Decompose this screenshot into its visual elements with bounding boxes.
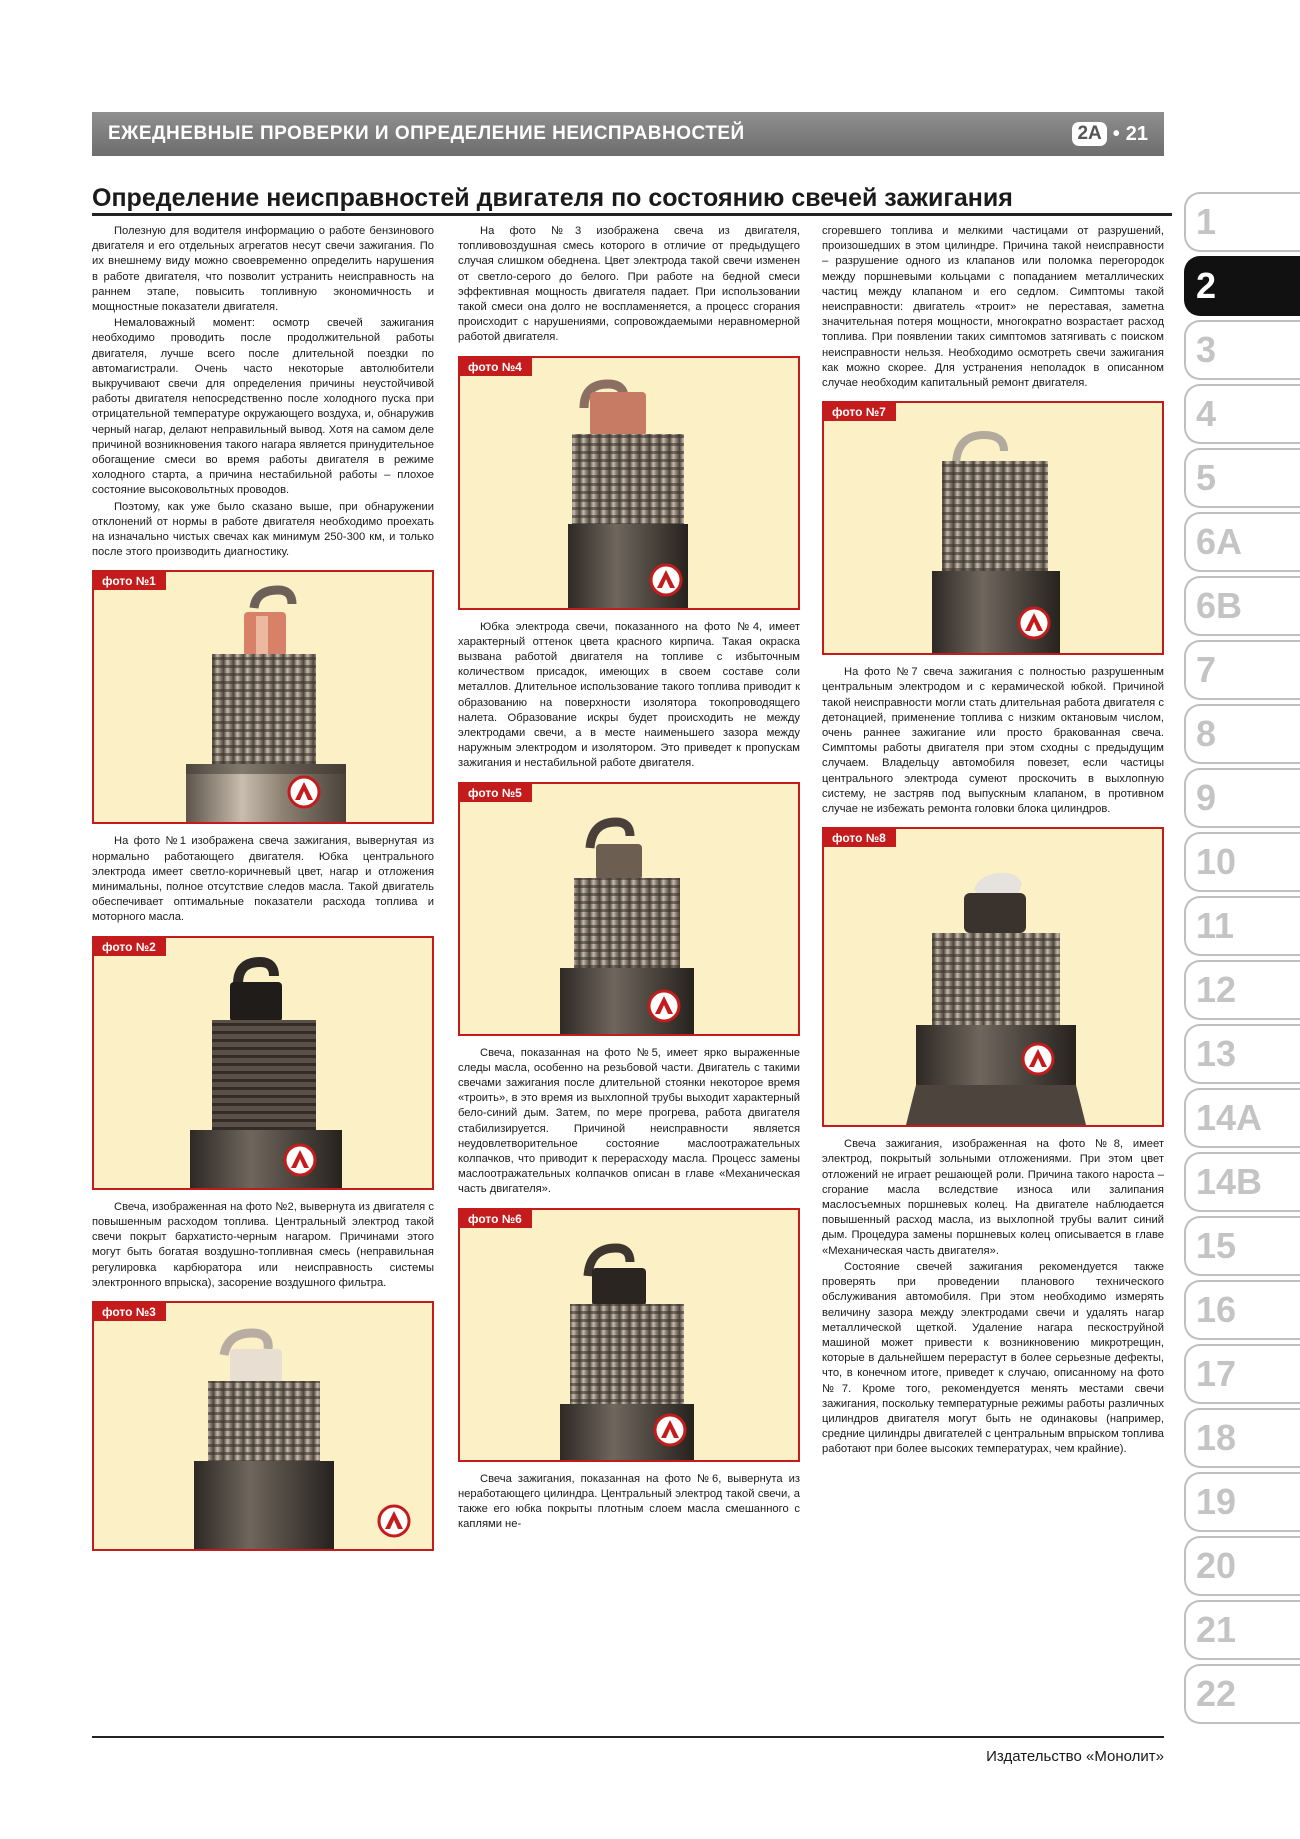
chapter-tab-7[interactable]: 7 [1184,640,1300,700]
publisher-logo-icon [1023,1044,1053,1074]
paragraph: Юбка электрода свечи, показанного на фото №4, имеет характерный оттенок цвета красного кирпича. Такая окраска вызвана работой двигателя на топливе с избыточным количеством присадок, имеющих в своем составе соли металлов. Длительное использование такого топлива приводит к образованию на поверхности изолятора токопроводящего налета. Образование искры будет происходить не между электродами свечи, а в месте наименьшего зазора между наружным электродом и изолятором. Это приведет к пропускам зажигания и нестабильной работе двигателя. [458,620,800,770]
running-header [92,112,1164,156]
page-indicator [1072,122,1148,146]
photo-8 [822,827,1164,1127]
photo-5 [458,782,800,1036]
paragraph: Свеча, показанная на фото №5, имеет ярко выраженные следы масла, особенно на резьбовой части. Двигатель с такими свечами зажигания после длительной стоянки некоторое время «троить», в это время из выхлопной трубы выходит характерный бело-синий дым. Затем, по мере прогрева, работа двигателя стабилизируется. Причиной неисправности является неудовлетворительное состояние маслоотражательных колпачков, что приводит к перерасходу масла. Процесс замены маслоотражательных колпачков описан в главе «Механическая часть двигателя». [458,1046,800,1196]
spark-plug-photo-6 [460,1210,798,1460]
page-title: Определение неисправностей двигателя по состоянию свечей зажигания [92,180,1172,216]
photo-label: фото №8 [824,829,896,847]
paragraph: сгоревшего топлива и мелкими частицами от разрушений, произошедших в этом цилиндре. Причина такой неисправности – разрушение одного из клапанов или поломка перегородок между поршневыми кольцами с попаданием металлических частиц между клапаном и его седлом. Симптомы такой неисправности: двигатель «троит» не переставая, заметна значительная потеря мощности, многократно возрастает расход топлива. При появлении таких симптомов затягивать с поиском неисправности нельзя. Необходимо осмотреть свечи зажигания как можно скорее. Для устранения неполадок в описанном случае необходим капитальный ремонт двигателя. [822,225,1164,390]
chapter-tab-2[interactable]: 2 [1184,256,1300,316]
spark-plug-photo-7 [824,403,1162,653]
photo-label: фото №4 [460,358,532,376]
text-column-2 [458,224,800,1534]
chapter-badge: 2A [1072,122,1106,146]
publisher-logo-icon [655,1415,685,1445]
photo-1 [92,570,434,824]
paragraph: Поэтому, как уже было сказано выше, при обнаружении отклонений от нормы в работе двигателя необходимо проехать на изначально чистых свечах как минимум 250-300 км, и только после этого производить диагностику. [92,500,434,559]
chapter-tab-10[interactable]: 10 [1184,832,1300,892]
page-separator: • [1112,122,1120,145]
chapter-tab-22[interactable]: 22 [1184,1664,1300,1724]
paragraph: На фото №7 свеча зажигания с полностью разрушенным центральным электродом и с керамической юбкой. Причиной такой неисправности могли стать длительная работа двигателя с детонацией, применение топлива с низким октановым числом, очень раннее зажигание или просто бракованная свеча. Симптомы работы двигателя при этом сходны с предыдущим случаем. Владельцу автомобиля повезет, если частицы центрального электрода сумеют проскочить в выхлопную систему, не застряв под выпускным клапаном, в противном случае не избежать ремонта головки блока цилиндров. [822,666,1164,816]
photo-2 [92,936,434,1190]
chapter-tab-1[interactable]: 1 [1184,192,1300,252]
photo-label: фото №6 [460,1210,532,1228]
paragraph: Немаловажный момент: осмотр свечей зажигания необходимо проводить после продолжительной работы двигателя, лучше всего после длительной поездки по автомагистрали. Очень часто некоторые автолюбители выкручивают свечи для определения причины неустойчивой работы двигателя непосредственно после холодного пуска при отрицательной температуре окружающего воздуха, и, обнаружив черный нагар, делают неправильный вывод. Хотя на самом деле причиной возникновения такого нагара является принудительное обогащение смеси во время работы двигателя в режиме холодного старта, а причина нестабильной работы – плохое состояние высоковольтных проводов. [92,317,434,497]
photo-6 [458,1208,800,1462]
photo-label: фото №2 [94,938,166,956]
photo-label: фото №7 [824,403,896,421]
chapter-tab-3[interactable]: 3 [1184,320,1300,380]
text-column-3 [822,224,1164,1459]
chapter-tab-6b[interactable]: 6B [1184,576,1300,636]
photo-7 [822,401,1164,655]
chapter-tab-18[interactable]: 18 [1184,1408,1300,1468]
page-number: 21 [1125,122,1148,145]
chapter-tab-4[interactable]: 4 [1184,384,1300,444]
chapter-tab-16[interactable]: 16 [1184,1280,1300,1340]
paragraph: Свеча зажигания, изображенная на фото №8, имеет электрод, покрытый зольными отложениями. При этом цвет отложений не играет решающей роли. Причина такого нароста – сгорание масла вследствие износа или залипания маслосъемных поршневых колец. На двигателе наблюдается повышенный расход масла, из выхлопной трубы валит синий дым. Процедура замены поршневых колец описывается в главе «Механическая часть двигателя». [822,1138,1164,1257]
chapter-tab-15[interactable]: 15 [1184,1216,1300,1276]
chapter-tab-5[interactable]: 5 [1184,448,1300,508]
section-title: ЕЖЕДНЕВНЫЕ ПРОВЕРКИ И ОПРЕДЕЛЕНИЕ НЕИСПРАВНОСТЕЙ [108,123,745,144]
spark-plug-photo-2 [94,938,432,1188]
paragraph: Свеча зажигания, показанная на фото №6, вывернута из неработающего цилиндра. Центральный электрод такой свечи, а также его юбка покрыты плотным слоем масла смешанного с каплями не- [458,1472,800,1531]
publisher-logo-icon [651,565,681,595]
chapter-tab-19[interactable]: 19 [1184,1472,1300,1532]
footer-rule [92,1736,1164,1738]
publisher-logo-icon [379,1506,409,1536]
publisher-name: Издательство «Монолит» [986,1748,1164,1765]
chapter-tab-11[interactable]: 11 [1184,896,1300,956]
chapter-tab-21[interactable]: 21 [1184,1600,1300,1660]
chapter-tab-13[interactable]: 13 [1184,1024,1300,1084]
chapter-tab-6a[interactable]: 6A [1184,512,1300,572]
publisher-logo-icon [649,991,679,1021]
spark-plug-photo-5 [460,784,798,1034]
spark-plug-photo-3 [94,1303,432,1549]
publisher-logo-icon [285,1145,315,1175]
chapter-tab-17[interactable]: 17 [1184,1344,1300,1404]
chapter-tab-20[interactable]: 20 [1184,1536,1300,1596]
publisher-logo-icon [1019,608,1049,638]
photo-label: фото №5 [460,784,532,802]
photo-label: фото №3 [94,1303,166,1321]
paragraph: На фото №1 изображена свеча зажигания, вывернутая из нормально работающего двигателя. Юбка центрального электрода имеет светло-коричневый цвет, нагар и отложения минимальны, полное отсутствие следов масла. Такой двигатель обеспечивает оптимальные показатели расхода топлива и моторного масла. [92,835,434,924]
chapter-tab-8[interactable]: 8 [1184,704,1300,764]
spark-plug-photo-8 [824,829,1162,1125]
chapter-tab-12[interactable]: 12 [1184,960,1300,1020]
text-column-1 [92,224,434,1561]
chapter-tab-9[interactable]: 9 [1184,768,1300,828]
photo-label: фото №1 [94,572,166,590]
photo-4 [458,356,800,610]
paragraph: Состояние свечей зажигания рекомендуется также проверять при проведении планового технического обслуживания автомобиля. При этом необходимо измерять величину зазора между электродами свечи и удалять нагар металлической щеткой. Удаление нагара пескоструйной машиной может привести к возникновению микротрещин, которые в дальнейшем перерастут в более серьезные дефекты, что, в конечном итоге, приведет к случаю, описанному на фото №7. Кроме того, рекомендуется менять местами свечи зажигания, поскольку температурные режимы работы различных цилиндров двигателя могут быть не одинаковы (например, средние цилиндры двигателей с центральным впрыском топлива работают при более высоких температурах, чем крайние). [822,1260,1164,1456]
publisher-logo-icon [289,777,319,807]
spark-plug-photo-1 [94,572,432,822]
paragraph: Полезную для водителя информацию о работе бензинового двигателя и его отдельных агрегатов несут свечи зажигания. По их внешнему виду можно своевременно определить нарушения в работе двигателя, что позволит устранить неисправность на раннем этапе, повысить топливную экономичность и мощностные показатели двигателя. [92,225,434,314]
paragraph: Свеча, изображенная на фото №2, вывернута из двигателя с повышенным расходом топлива. Центральный электрод такой свечи покрыт бархатисто-черным нагаром. Причинами этого могут быть богатая воздушно-топливная смесь (неправильная регулировка карбюратора или неисправность системы электронного впрыска), засорение воздушного фильтра. [92,1200,434,1289]
paragraph: На фото №3 изображена свеча из двигателя, топливовоздушная смесь которого в отличие от предыдущего случая слишком обеднена. Цвет электрода такой свечи изменен от светло-серого до белого. При работе на бедной смеси эффективная мощность двигателя падает. При использовании такой смеси она долго не воспламеняется, а процесс сгорания происходит с нарушениями, сопровождаемыми неравномерной работой двигателя. [458,225,800,344]
chapter-tab-14a[interactable]: 14A [1184,1088,1300,1148]
spark-plug-photo-4 [460,358,798,608]
chapter-tabs [1184,192,1300,1728]
photo-3 [92,1301,434,1551]
chapter-tab-14b[interactable]: 14B [1184,1152,1300,1212]
